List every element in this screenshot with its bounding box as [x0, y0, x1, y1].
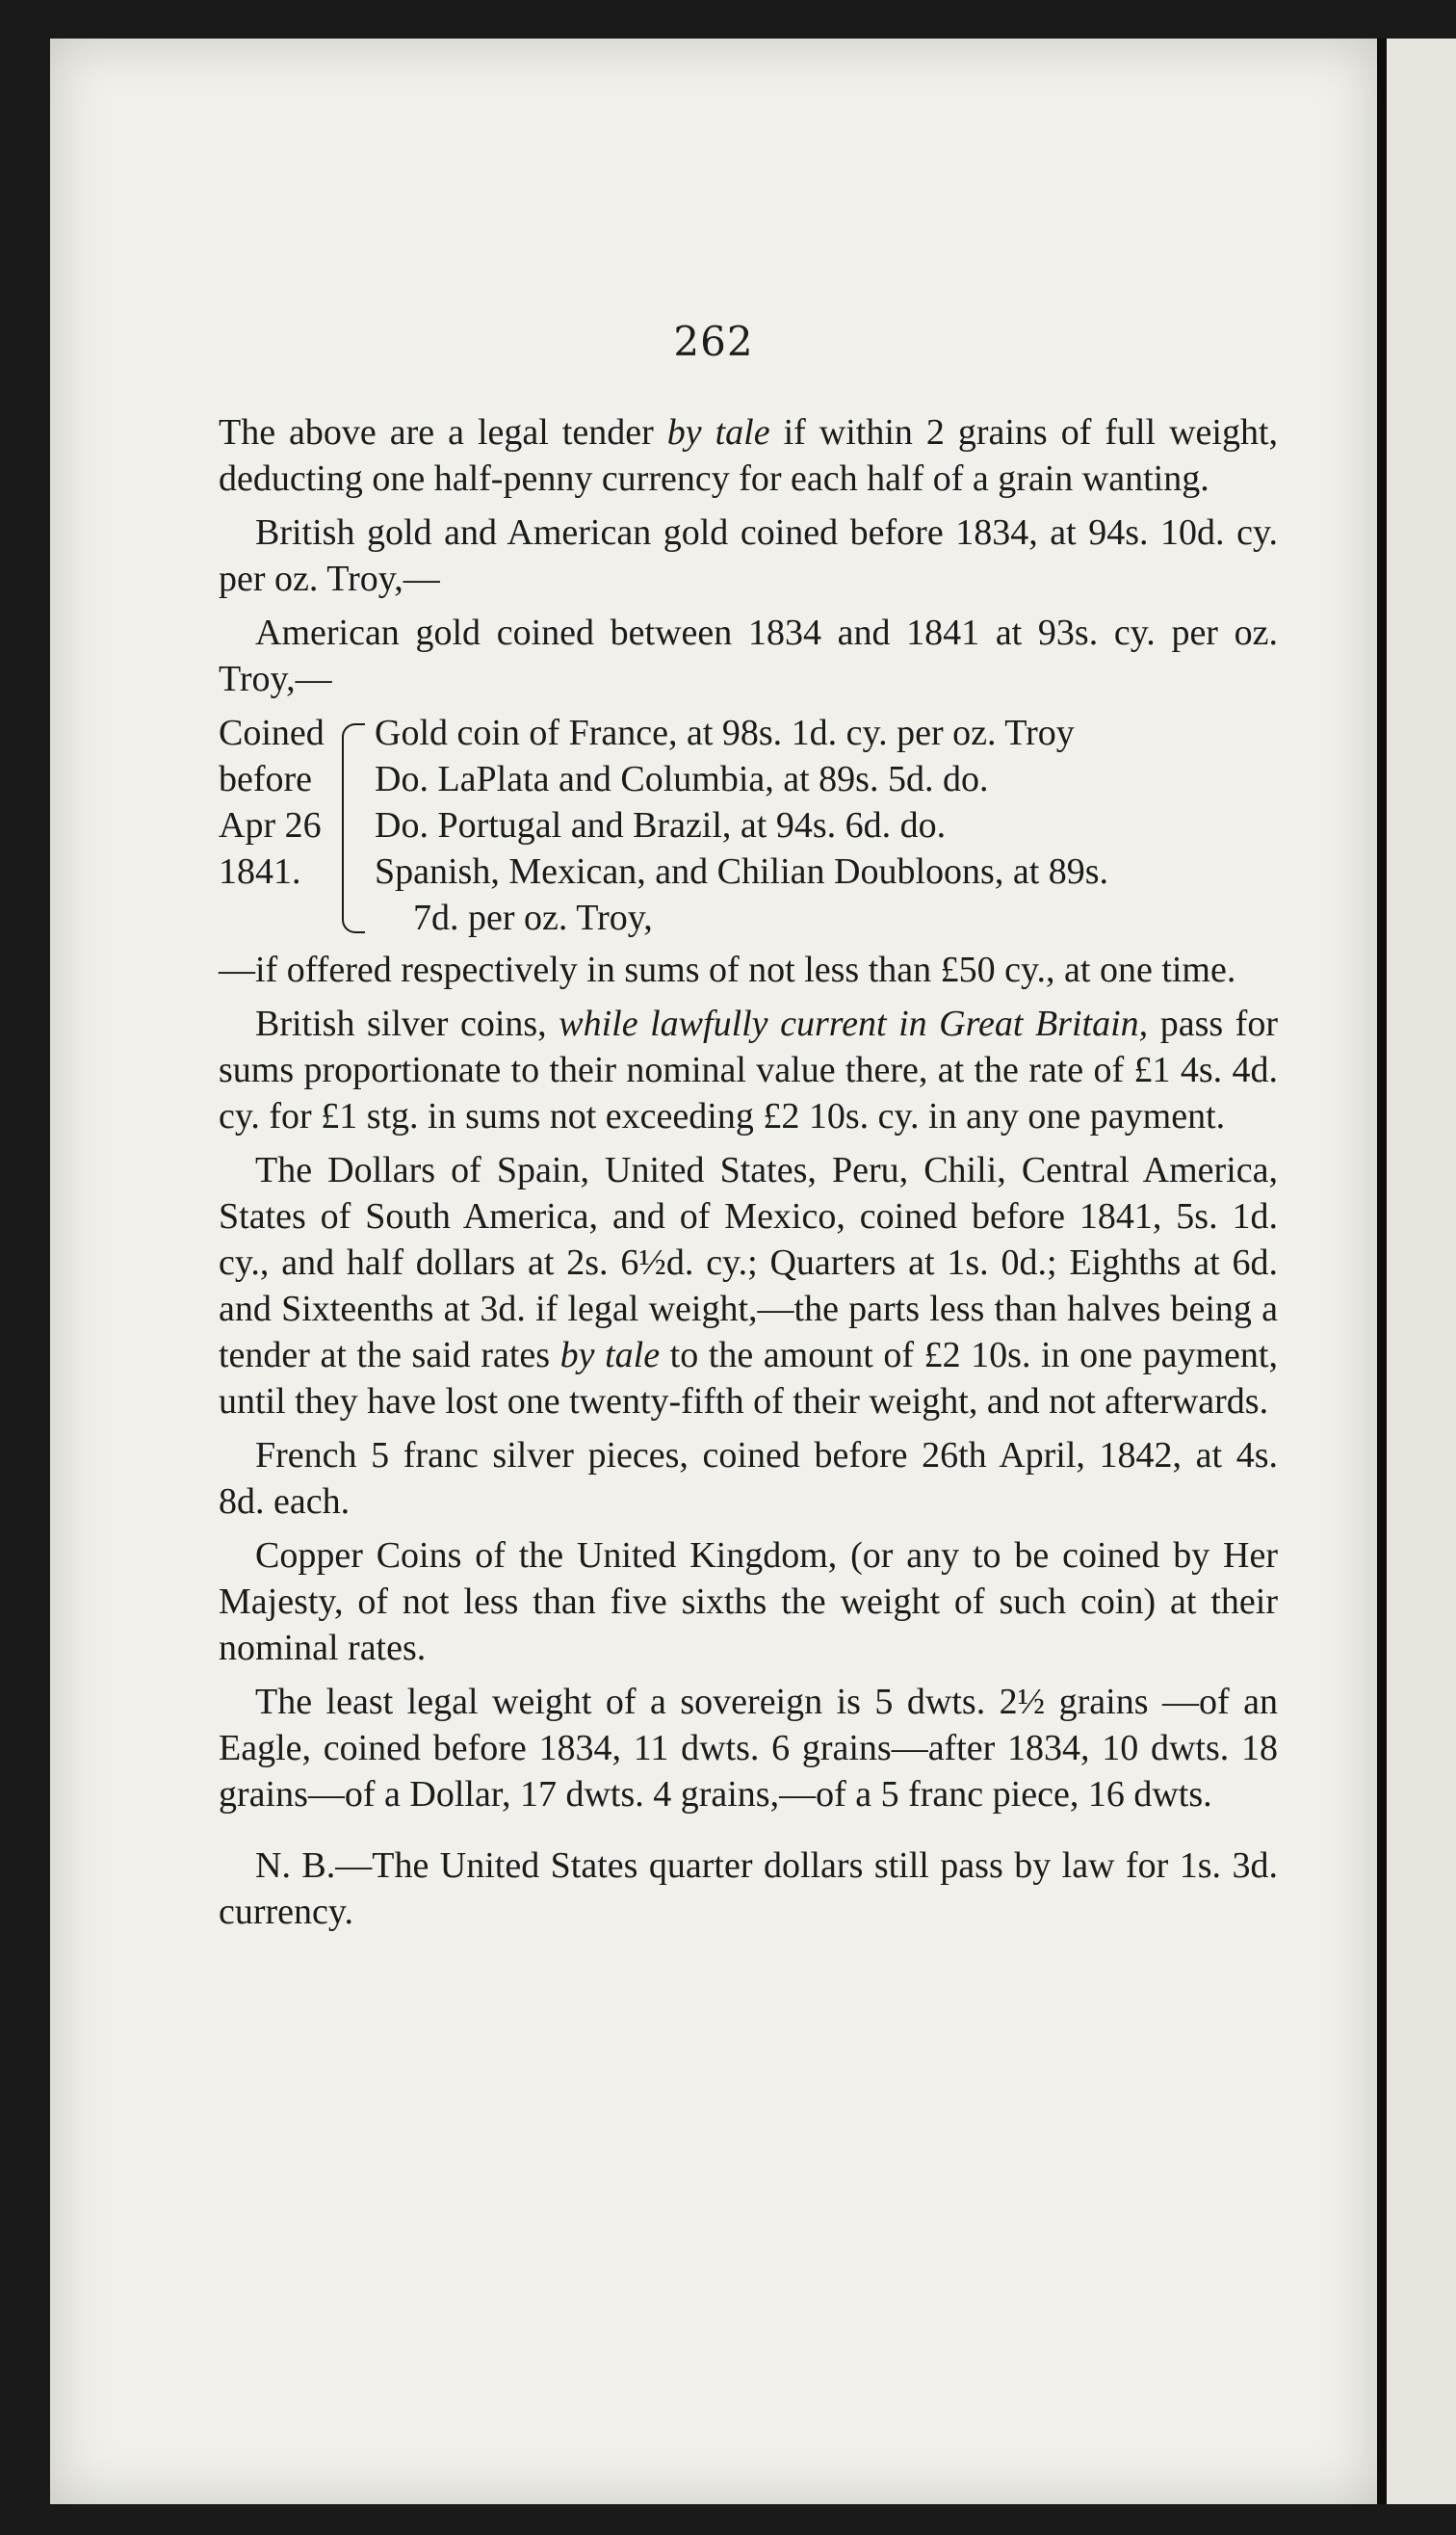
text-run: Copper Coins of the United Kingdom, (or any to be coined by Her Majesty, of not less than five sixths the weight of such coin) at their nominal rates. [219, 1535, 1278, 1668]
coin-item: Do. Portugal and Brazil, at 94s. 6d. do. [375, 805, 947, 846]
coin-item: Gold coin of France, at 98s. 1d. cy. per oz. Troy [375, 713, 1075, 753]
text-run: The least legal weight of a sovereign is 5 dwts. 2½ grains —of an Eagle, coined before 1834, 11 dwts. 6 grains—after 1834, 10 dwts. 18 grains—of a Dollar, 17 dwts. 4 grains,—of a 5 franc piece, 16 dwts. [219, 1682, 1278, 1815]
book-page [50, 39, 1377, 2504]
paragraph-american-gold [219, 610, 1278, 702]
text-run: pass for sums proportionate to their nominal value there, at the rate of £1 4s. 4d. cy. for £1 stg. in sums not exceeding £2 10s. cy. in any one payment. [219, 1004, 1278, 1137]
coined-before-block [219, 710, 1278, 941]
text-run: to the amount of £2 10s. in one payment, until they have lost one twenty-fifth of their weight, and not afterwards. [219, 1335, 1278, 1422]
text-run: The Dollars of Spain, United States, Peru, Chili, Central America, States of South America, and of Mexico, coined before 1841, 5s. 1d. cy., and half dollars at 2s. 6½d. cy.; Quarters at 1s. 0d.; Eighths at 6d. and Sixteenths at 3d. if legal weight,—the parts less than halves being a tender at the said rates [219, 1150, 1278, 1375]
coin-item: Do. LaPlata and Columbia, at 89s. 5d. do. [375, 759, 989, 799]
italic-run: by tale [666, 412, 770, 453]
label-line: Coined [219, 713, 325, 753]
paragraph-british-gold [219, 510, 1278, 602]
italic-run: while lawfully current in Great Britain, [559, 1004, 1149, 1044]
paragraph-legal-weight [219, 1679, 1278, 1817]
text-run: —if offered respectively in sums of not less than £50 cy., at one time. [219, 950, 1236, 990]
label-line: before [219, 759, 313, 799]
label-line: 1841. [219, 851, 301, 892]
paragraph-if-offered [219, 947, 1278, 993]
page-text [219, 409, 1278, 1943]
text-run: French 5 franc silver pieces, coined before 26th April, 1842, at 4s. 8d. each. [219, 1435, 1278, 1522]
paragraph-copper-coins [219, 1532, 1278, 1671]
label-line: Apr 26 [219, 805, 322, 846]
page-number: 262 [673, 318, 754, 365]
coin-item: Spanish, Mexican, and Chilian Doubloons, at 89s. [375, 851, 1109, 892]
paragraph-legal-tender [219, 409, 1278, 502]
text-run: if within 2 grains of full weight, deducting one half-penny currency for each half of a grain wanting. [219, 412, 1279, 499]
adjacent-page-edge [1387, 39, 1456, 2504]
paragraph-dollars [219, 1147, 1278, 1424]
coined-label [219, 710, 342, 941]
paragraph-french-franc [219, 1432, 1278, 1525]
text-run: The above are a legal tender [219, 412, 667, 453]
curly-brace [342, 723, 365, 933]
paragraph-nb-note: N. B.—The United States quarter dollars still pass by law for 1s. 3d. currency. [219, 1845, 1278, 1932]
text-run: British silver coins, [255, 1004, 559, 1044]
coin-item: 7d. per oz. Troy, [413, 898, 653, 938]
coin-list [375, 710, 1278, 941]
italic-run: by tale [559, 1335, 661, 1375]
text-run: American gold coined between 1834 and 1841 at 93s. cy. per oz. Troy,— [219, 613, 1278, 699]
paragraph-british-silver [219, 1001, 1278, 1139]
text-run: British gold and American gold coined before 1834, at 94s. 10d. cy. per oz. Troy,— [219, 512, 1278, 599]
